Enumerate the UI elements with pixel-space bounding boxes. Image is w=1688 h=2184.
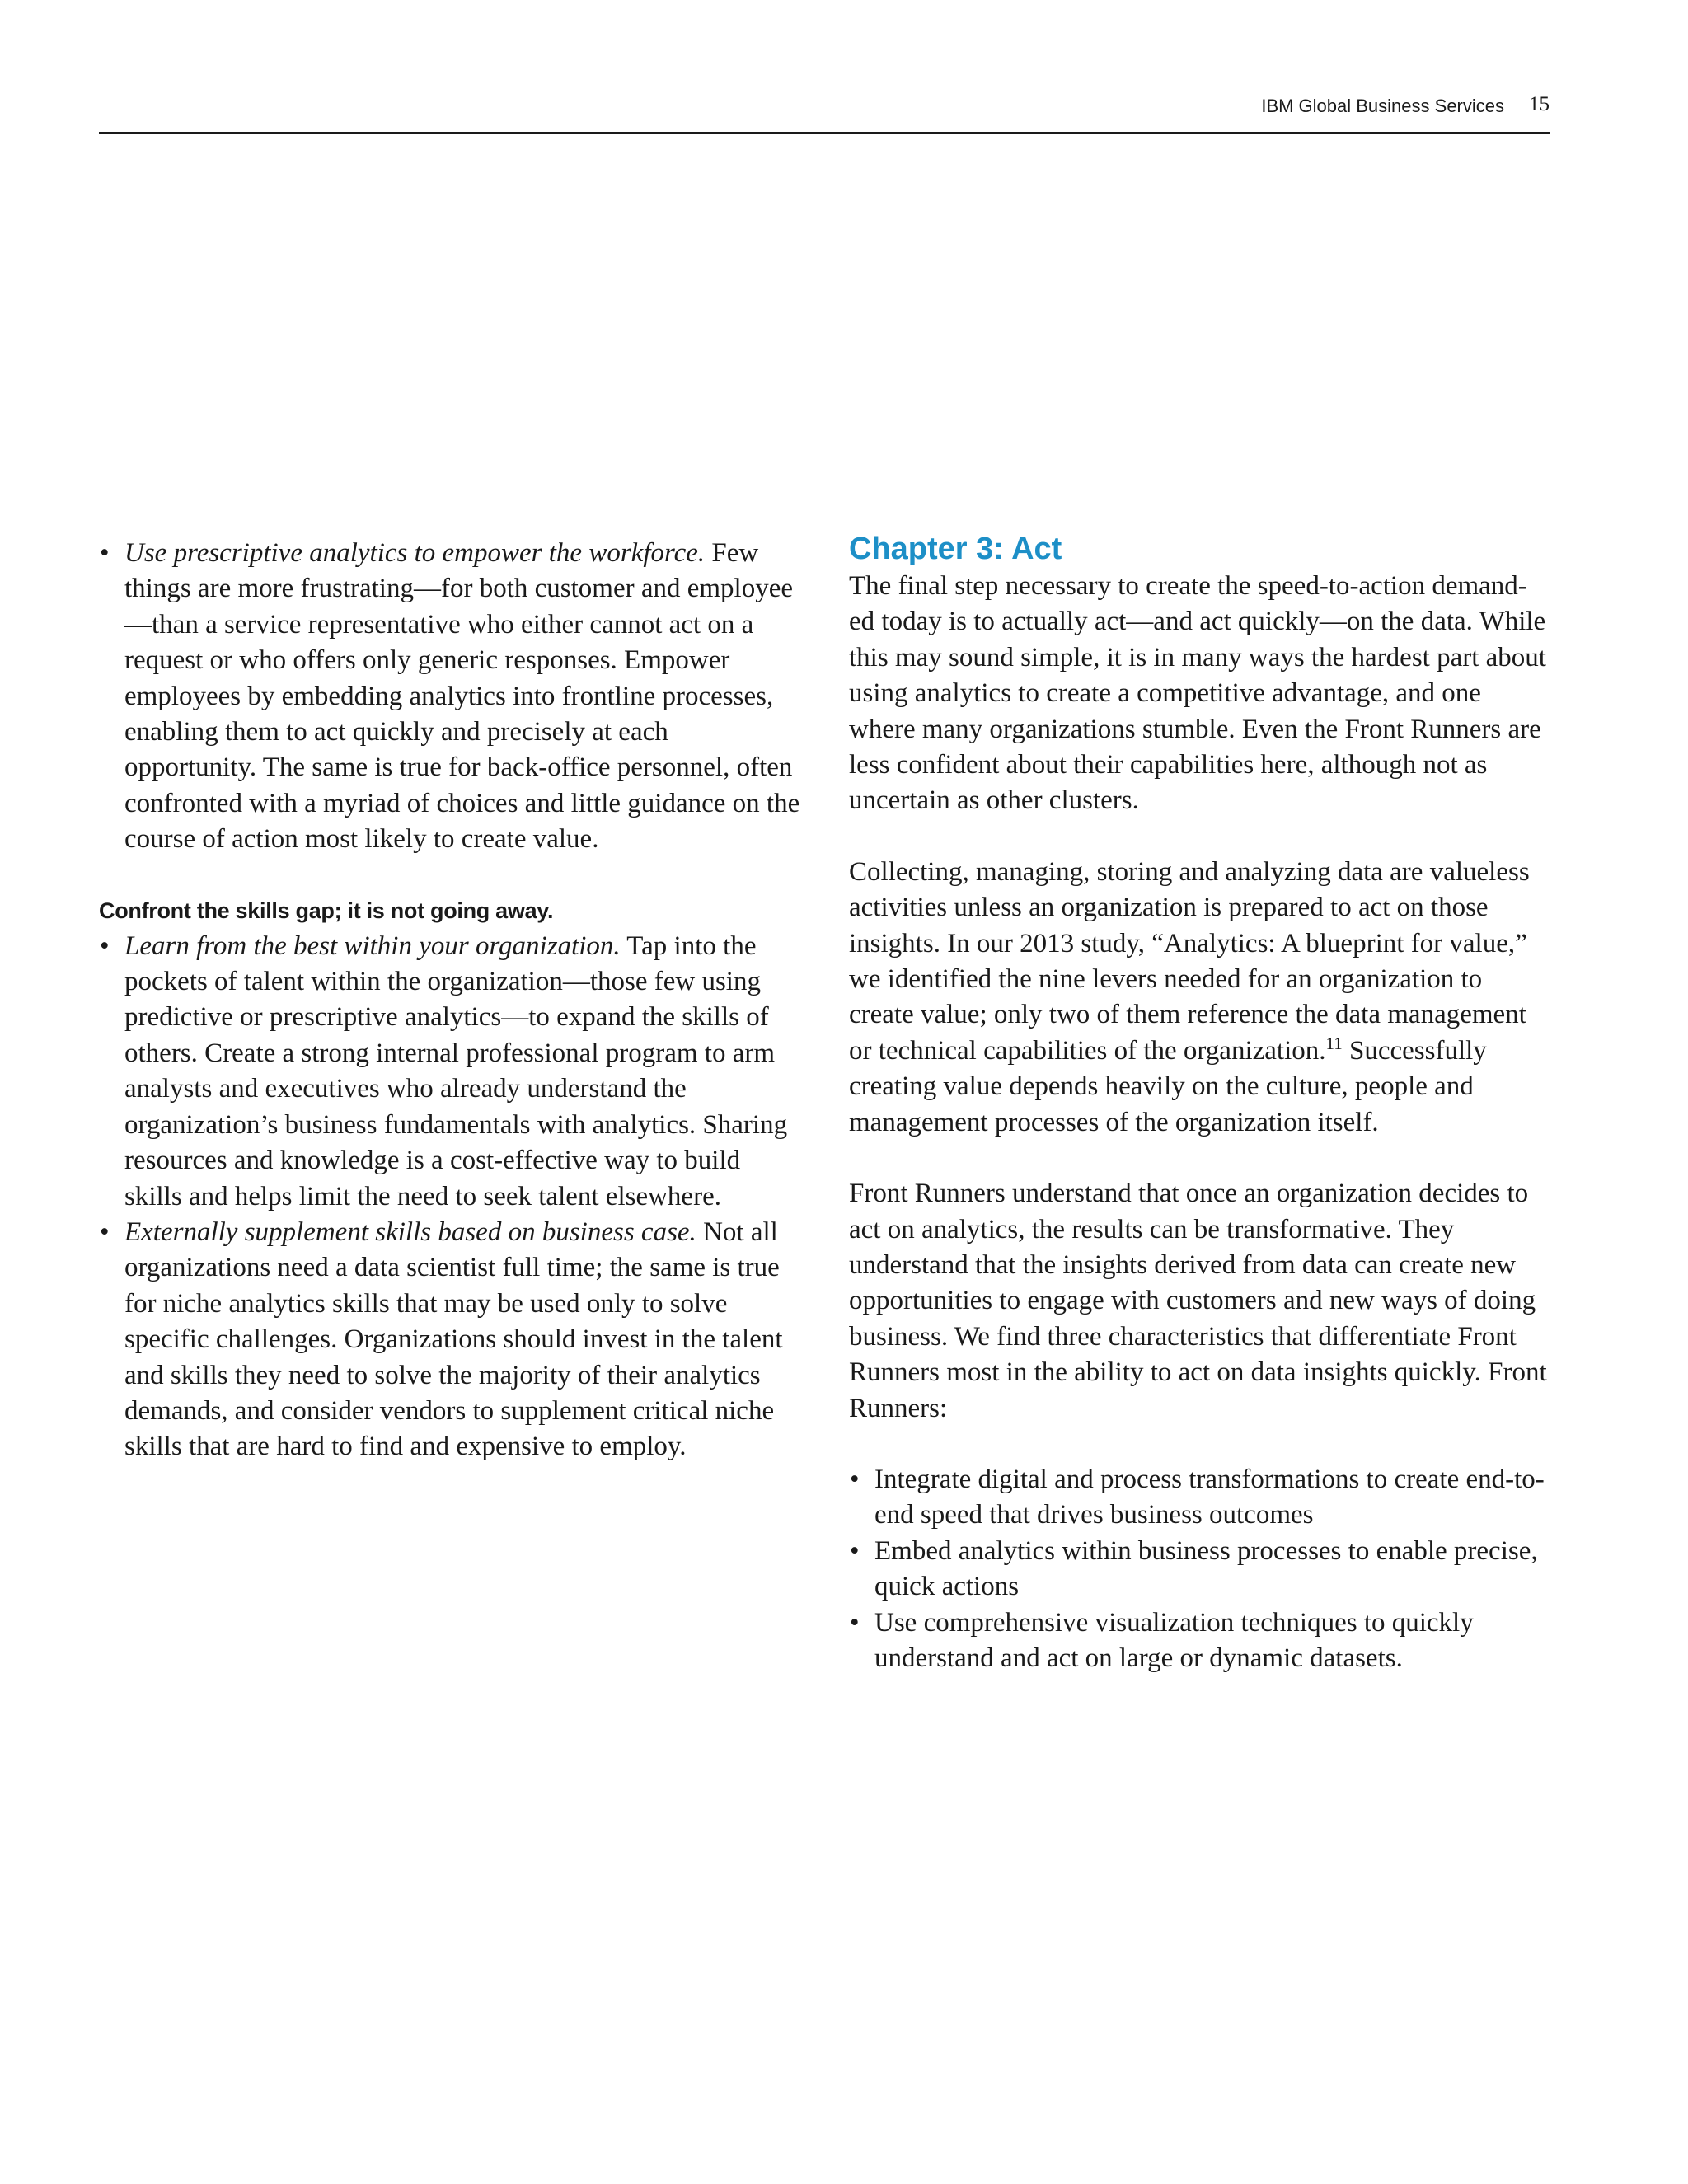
list-item — [99, 536, 804, 858]
bullet-lead: Learn from the best within your organization. — [124, 930, 621, 961]
front-runners-bullet-list — [849, 1462, 1550, 1676]
paragraph-text: Collecting, managing, storing and analyzing data are valueless activities unless an organization is prepared to act on those insights. In our 2013 study, “Analytics: A blueprint for value,” we identified the nine levers needed for an organization to create value; only two of them reference the data management or technical capabilities of the organization. — [849, 856, 1530, 1066]
left-column — [99, 536, 804, 1465]
right-column — [849, 532, 1550, 1676]
header-source-label: IBM Global Business Services — [1261, 96, 1504, 116]
page-number: 15 — [1529, 93, 1550, 115]
bullet-lead: Externally supplement skills based on business case. — [124, 1216, 696, 1247]
bullet-text: Not all organizations need a data scientist full time; the same is true for niche analytics skills that may be used only to solve specific challenges. Organizations should invest in the talent and skills they need to solve the majority of their analytics demands, and consider vendors to supplement critical niche skills that are hard to find and expensive to employ. — [124, 1216, 783, 1462]
page-header — [99, 89, 1550, 134]
paragraph-text: Successfully creating value depends heavily on the culture, people and management processes of the organization itself. — [849, 1035, 1487, 1137]
bullet-text: Tap into the pockets of talent within the organization—those few using predictive or prescriptive analytics—to expand the skills of others. Create a strong internal professional program to arm analysts and executives who already understand the organization’s business fundamentals with analytics. Sharing resources and knowledge is a cost-effective way to build skills and helps limit the need to seek talent elsewhere. — [124, 930, 788, 1212]
list-item: • Use comprehensive visualization techniques to quickly understand and act on large or dynamic datasets. — [849, 1605, 1550, 1677]
footnote-marker: 11 — [1325, 1033, 1343, 1053]
paragraph: The final step necessary to create the speed-to-action demand-ed today is to actually act—and act quickly—on the data. While this may sound simple, it is in many ways the hardest part about using analytics to create a competitive advantage, and one where many organizations stumble. Even the Front Runners are less confident about their capabilities here, although not as uncertain as other clusters. — [849, 571, 1546, 816]
list-item: • Integrate digital and process transformations to create end-to-end speed that drives business outcomes — [849, 1462, 1550, 1534]
skills-bullet-list — [99, 929, 804, 1465]
list-item — [99, 929, 804, 1215]
paragraph — [849, 855, 1550, 1141]
bullet-text: Few things are more frustrating—for both customer and employee —than a service representative who either cannot act on a request or who offers only generic responses. Empower employees by embedding analytics into frontline processes, enabling them to act quickly and precisely at each opportunity. The same is true for back-office personnel, often confronted with a myriad of choices and little guidance on the course of action most likely to create value. — [124, 538, 800, 855]
bullet-lead: Use prescriptive analytics to empower the workforce. — [124, 538, 706, 568]
workforce-bullet-list — [99, 536, 804, 858]
list-item: • Embed analytics within business processes to enable precise, quick actions — [849, 1534, 1550, 1605]
list-item — [99, 1215, 804, 1465]
section-subheading: Confront the skills gap; it is not going away. — [99, 898, 554, 923]
paragraph: Front Runners understand that once an organization decides to act on analytics, the results can be transformative. They understand that the insights derived from data can create new opportunities to engage with customers and new ways of doing business. We find three characteristics that differentiate Front Runners most in the ability to act on data insights quickly. Front Runners: — [849, 1179, 1547, 1423]
chapter-title: Chapter 3: Act — [849, 532, 1062, 566]
